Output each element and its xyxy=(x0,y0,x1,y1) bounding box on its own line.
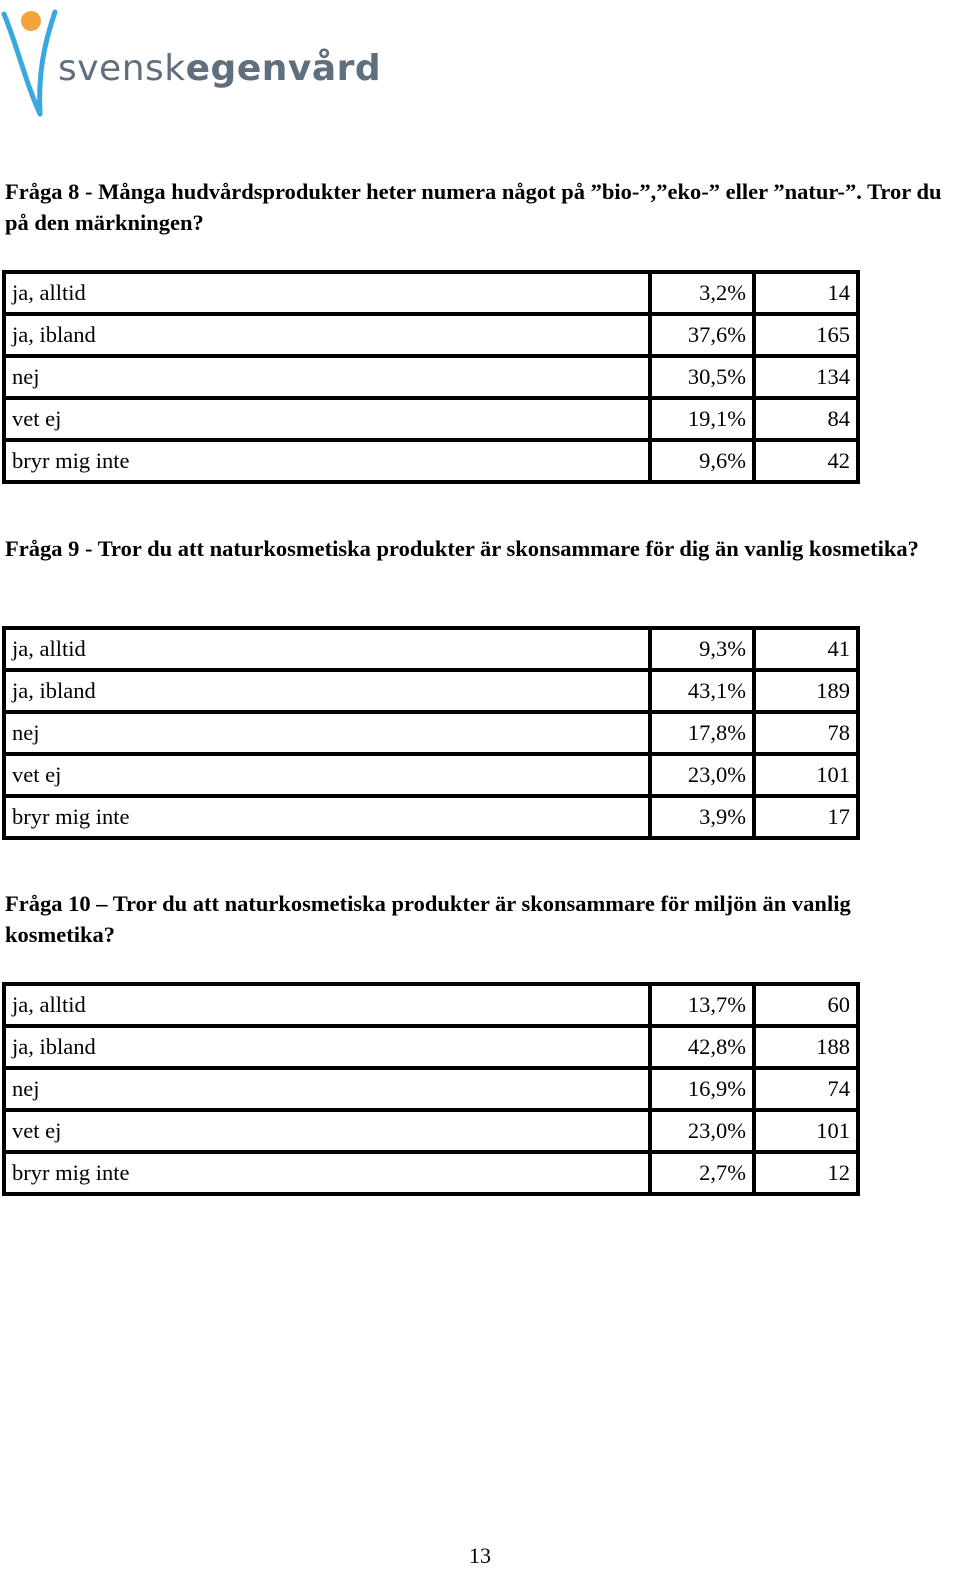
table-row xyxy=(4,984,858,1026)
answer-percent: 23,0% xyxy=(650,1110,754,1152)
answer-percent: 17,8% xyxy=(650,712,754,754)
question-10-table xyxy=(2,982,860,1196)
answer-percent: 16,9% xyxy=(650,1068,754,1110)
answer-count: 17 xyxy=(754,796,858,838)
answer-count: 14 xyxy=(754,272,858,314)
question-9-table xyxy=(2,626,860,840)
logo-blue-arc-right xyxy=(40,12,55,114)
table-row xyxy=(4,796,858,838)
person-figure-icon xyxy=(0,8,60,118)
answer-label: ja, alltid xyxy=(4,984,650,1026)
answer-percent: 37,6% xyxy=(650,314,754,356)
table-row xyxy=(4,712,858,754)
logo-text-bold: egenvård xyxy=(185,48,382,89)
answer-count: 74 xyxy=(754,1068,858,1110)
answer-percent: 23,0% xyxy=(650,754,754,796)
answer-percent: 19,1% xyxy=(650,398,754,440)
table-row xyxy=(4,670,858,712)
answer-label: nej xyxy=(4,712,650,754)
answer-percent: 13,7% xyxy=(650,984,754,1026)
answer-count: 12 xyxy=(754,1152,858,1194)
answer-percent: 30,5% xyxy=(650,356,754,398)
table-row xyxy=(4,754,858,796)
question-10-title: Fråga 10 – Tror du att naturkosmetiska produkter är skonsammare för miljön än vanlig kosmetika? xyxy=(5,891,851,947)
answer-label: ja, ibland xyxy=(4,1026,650,1068)
answer-label: ja, alltid xyxy=(4,628,650,670)
logo-text-light: svensk xyxy=(58,48,186,89)
answer-percent: 43,1% xyxy=(650,670,754,712)
answer-count: 101 xyxy=(754,754,858,796)
table-row xyxy=(4,1068,858,1110)
table-row xyxy=(4,628,858,670)
answer-count: 60 xyxy=(754,984,858,1026)
answer-count: 134 xyxy=(754,356,858,398)
table-row xyxy=(4,314,858,356)
answer-percent: 2,7% xyxy=(650,1152,754,1194)
table-row xyxy=(4,1110,858,1152)
table-row xyxy=(4,398,858,440)
answer-count: 42 xyxy=(754,440,858,482)
answer-label: bryr mig inte xyxy=(4,796,650,838)
table-row xyxy=(4,272,858,314)
answer-count: 101 xyxy=(754,1110,858,1152)
answer-label: vet ej xyxy=(4,1110,650,1152)
answer-percent: 42,8% xyxy=(650,1026,754,1068)
answer-label: ja, alltid xyxy=(4,272,650,314)
answer-label: ja, ibland xyxy=(4,314,650,356)
answer-label: nej xyxy=(4,1068,650,1110)
answer-count: 188 xyxy=(754,1026,858,1068)
answer-count: 78 xyxy=(754,712,858,754)
table-row xyxy=(4,356,858,398)
question-8-title: Fråga 8 - Många hudvårdsprodukter heter numera något på ”bio-”,”eko-” eller ”natur-”. Tror du på den märkningen? xyxy=(5,179,942,235)
answer-label: vet ej xyxy=(4,754,650,796)
table-row xyxy=(4,1152,858,1194)
brand-logo xyxy=(0,0,440,120)
answer-percent: 9,3% xyxy=(650,628,754,670)
answer-label: ja, ibland xyxy=(4,670,650,712)
answer-count: 189 xyxy=(754,670,858,712)
answer-percent: 3,2% xyxy=(650,272,754,314)
answer-percent: 3,9% xyxy=(650,796,754,838)
table-row xyxy=(4,440,858,482)
answer-label: nej xyxy=(4,356,650,398)
answer-label: vet ej xyxy=(4,398,650,440)
logo-orange-dot xyxy=(21,11,41,31)
table-row xyxy=(4,1026,858,1068)
logo-wordmark xyxy=(58,48,381,89)
answer-count: 165 xyxy=(754,314,858,356)
answer-label: bryr mig inte xyxy=(4,1152,650,1194)
question-8-table xyxy=(2,270,860,484)
answer-percent: 9,6% xyxy=(650,440,754,482)
answer-count: 41 xyxy=(754,628,858,670)
answer-label: bryr mig inte xyxy=(4,440,650,482)
page-number: 13 xyxy=(469,1543,491,1568)
question-9-title: Fråga 9 - Tror du att naturkosmetiska produkter är skonsammare för dig än vanlig kosmetika? xyxy=(5,536,919,561)
answer-count: 84 xyxy=(754,398,858,440)
